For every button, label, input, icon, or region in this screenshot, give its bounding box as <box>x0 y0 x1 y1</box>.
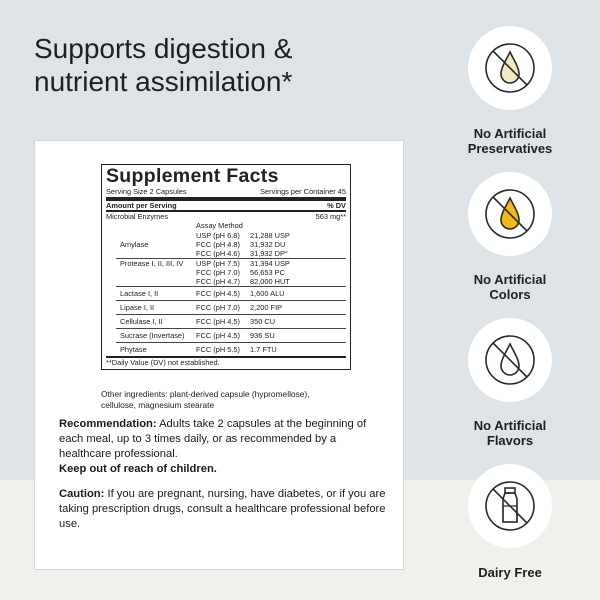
badge-label-no-preservatives <box>440 126 580 156</box>
enzyme-name: Cellulase I, II <box>120 317 163 326</box>
assay-header: Assay Method <box>196 221 243 230</box>
enzyme-name: Lipase I, II <box>120 303 155 312</box>
dv-footnote: **Daily Value (DV) not established. <box>106 358 220 367</box>
recommendation-block <box>59 417 389 477</box>
enzyme-value: 2,200 FIP <box>250 303 283 312</box>
other-ingredients-line-2: cellulose, magnesium stearate <box>101 400 215 410</box>
badge-label-no-colors <box>440 272 580 302</box>
enzyme-name: Amylase <box>120 240 149 249</box>
badge-label-line: No Artificial <box>473 126 547 141</box>
headline-line-1: Supports digestion & <box>34 33 293 64</box>
other-ingredients <box>101 389 361 411</box>
enzyme-table <box>106 231 346 356</box>
no-flavors-drop-icon <box>480 330 540 390</box>
enzyme-method: FCC (pH 7.0) <box>196 268 240 277</box>
enzyme-method: USP (pH 7.5) <box>196 259 240 268</box>
label-card <box>34 140 404 570</box>
badge-label-line: Flavors <box>486 433 534 448</box>
enzyme-row-amylase <box>106 231 346 258</box>
page-headline <box>34 32 434 98</box>
servings-per-container: Servings per Container 45 <box>260 187 346 196</box>
milk-bottle-icon <box>480 476 540 536</box>
enzyme-row-sucrase <box>106 329 346 342</box>
enzyme-value: 1,600 ALU <box>250 289 285 298</box>
enzyme-value: 56,653 PC <box>250 268 285 277</box>
enzyme-name: Protease I, II, III, IV <box>120 259 184 268</box>
caution-label: Caution: <box>59 488 105 500</box>
serving-row <box>106 187 346 196</box>
enzyme-method: FCC (pH 7.0) <box>196 303 240 312</box>
amount-header-row <box>106 201 346 210</box>
enzyme-value: 31,932 DP° <box>250 249 288 258</box>
serving-size: Serving Size 2 Capsules <box>106 187 187 196</box>
supplement-facts-panel <box>101 164 351 370</box>
badge-label-line: No Artificial <box>473 418 547 433</box>
badge-label-line: No Artificial <box>473 272 547 287</box>
enzyme-row-phytase <box>106 343 346 356</box>
other-ingredients-line-1: Other ingredients: plant-derived capsule (hypromellose), <box>101 389 310 399</box>
enzyme-value: 1.7 FTU <box>250 345 277 354</box>
enzyme-row-lactase <box>106 287 346 300</box>
blend-amount: 563 mg** <box>315 212 346 221</box>
dv-header: % DV <box>327 201 346 210</box>
badge-label-line: Dairy Free <box>478 565 542 580</box>
no-preservatives-drop-icon <box>480 38 540 98</box>
badge-dairy-free <box>468 464 552 548</box>
recommendation-label: Recommendation: <box>59 418 157 430</box>
enzyme-value: 21,288 USP <box>250 231 290 240</box>
enzyme-method: USP (pH 6.8) <box>196 231 240 240</box>
enzyme-row-lipase <box>106 301 346 314</box>
no-colors-drop-icon <box>480 184 540 244</box>
amount-header: Amount per Serving <box>106 201 177 210</box>
badge-label-dairy-free <box>440 565 580 580</box>
enzyme-method: FCC (pH 4.6) <box>196 249 240 258</box>
enzyme-row-cellulase <box>106 315 346 328</box>
blend-row <box>106 212 346 221</box>
badge-no-preservatives <box>468 26 552 110</box>
badge-label-line: Colors <box>489 287 531 302</box>
enzyme-value: 936 SU <box>250 331 275 340</box>
badge-label-no-flavors <box>440 418 580 448</box>
enzyme-value: 350 CU <box>250 317 276 326</box>
enzyme-method: FCC (pH 4.5) <box>196 331 240 340</box>
badge-no-flavors <box>468 318 552 402</box>
enzyme-value: 82,000 HUT <box>250 277 290 286</box>
enzyme-value: 31,394 USP <box>250 259 290 268</box>
enzyme-name: Lactase I, II <box>120 289 159 298</box>
enzyme-name: Phytase <box>120 345 147 354</box>
headline-line-2: nutrient assimilation* <box>34 66 293 97</box>
enzyme-value: 31,932 DU <box>250 240 286 249</box>
caution-text: If you are pregnant, nursing, have diabetes, or if you are taking prescription drugs, consult a healthcare professional before use. <box>59 488 386 530</box>
caution-block <box>59 487 399 532</box>
enzyme-method: FCC (pH 4.5) <box>196 317 240 326</box>
assay-header-row <box>106 221 346 230</box>
supplement-facts-title: Supplement Facts <box>106 165 279 187</box>
blend-name: Microbial Enzymes <box>106 212 169 221</box>
recommendation-text: Adults take 2 capsules at the beginning of each meal, up to 3 times daily, or as recommended by a healthcare professional. <box>59 418 367 460</box>
enzyme-name: Sucrase (Invertase) <box>120 331 185 340</box>
enzyme-method: FCC (pH 4.7) <box>196 277 240 286</box>
badge-label-line: Preservatives <box>467 141 553 156</box>
enzyme-method: FCC (pH 4.8) <box>196 240 240 249</box>
enzyme-method: FCC (pH 4.5) <box>196 289 240 298</box>
keep-away-warning: Keep out of reach of children. <box>59 463 217 475</box>
badge-no-colors <box>468 172 552 256</box>
enzyme-row-protease <box>106 259 346 286</box>
enzyme-method: FCC (pH 5.5) <box>196 345 240 354</box>
